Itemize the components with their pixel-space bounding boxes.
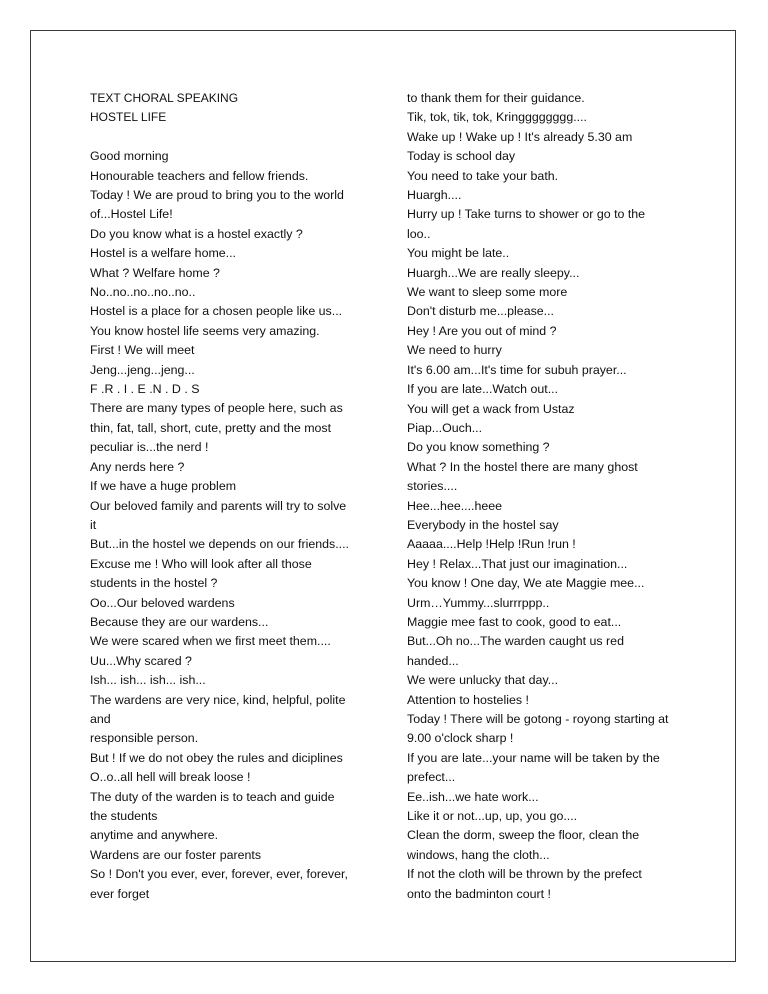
text-line: anytime and anywhere. <box>90 828 219 843</box>
text-line: We want to sleep some more <box>407 285 568 300</box>
text-line: Ee..ish...we hate work... <box>407 789 539 804</box>
text-line: Aaaaa....Help !Help !Run !run ! <box>407 537 576 552</box>
text-line: responsible person. <box>90 731 199 746</box>
text-line: If you are late...Watch out... <box>407 382 559 397</box>
text-line: There are many types of people here, such as <box>90 401 343 416</box>
text-line: If not the cloth will be thrown by the prefect <box>407 867 642 882</box>
text-line: You know hostel life seems very amazing. <box>90 323 320 338</box>
text-line: Don't disturb me...please... <box>407 304 554 319</box>
text-line: Any nerds here ? <box>90 459 185 474</box>
text-line: Today ! We are proud to bring you to the world <box>90 188 344 203</box>
text-line: Urm…Yummy...slurrrppp.. <box>407 595 550 610</box>
text-line: No..no..no..no..no.. <box>90 285 196 300</box>
text-line: Excuse me ! Who will look after all those <box>90 556 312 571</box>
text-line: Ish... ish... ish... ish... <box>90 673 206 688</box>
text-line: ever forget <box>90 886 150 901</box>
text-line: The wardens are very nice, kind, helpful, polite <box>90 692 346 707</box>
text-line: Hey ! Are you out of mind ? <box>407 323 557 338</box>
text-line: But ! If we do not obey the rules and diciplines <box>90 750 343 765</box>
text-line: handed... <box>407 653 459 668</box>
text-line: But...in the hostel we depends on our friends.... <box>90 537 349 552</box>
text-line: Hey ! Relax...That just our imagination... <box>407 556 628 571</box>
text-line: Clean the dorm, sweep the floor, clean the <box>407 828 640 843</box>
text-line: First ! We will meet <box>90 343 195 358</box>
left-text-column <box>90 89 380 904</box>
text-line: Wardens are our foster parents <box>90 847 262 862</box>
text-line: Today ! There will be gotong - royong starting at <box>407 712 669 726</box>
text-line: Like it or not...up, up, you go.... <box>407 809 578 824</box>
text-line: Today is school day <box>407 149 516 164</box>
text-line: F .R . I . E .N . D . S <box>90 382 200 397</box>
text-line: Hostel is a place for a chosen people like us... <box>90 304 343 319</box>
text-line: stories.... <box>407 479 458 494</box>
text-line: Our beloved family and parents will try to solve <box>90 498 347 513</box>
text-line: Honourable teachers and fellow friends. <box>90 168 309 183</box>
text-line: loo.. <box>407 226 431 241</box>
text-line: Everybody in the hostel say <box>407 517 559 532</box>
text-line: Do you know something ? <box>407 440 550 455</box>
text-line: We were scared when we first meet them.... <box>90 634 331 649</box>
text-line: Hurry up ! Take turns to shower or go to the <box>407 207 646 222</box>
text-line: and <box>90 711 111 726</box>
text-line: You might be late.. <box>407 246 510 261</box>
document-title: TEXT CHORAL SPEAKING <box>90 91 239 105</box>
text-line: O..o..all hell will break loose ! <box>90 770 251 785</box>
document-subtitle: HOSTEL LIFE <box>90 110 167 125</box>
text-line: You need to take your bath. <box>407 168 559 183</box>
text-line: Good morning <box>90 149 169 164</box>
text-line: Oo...Our beloved wardens <box>90 595 235 610</box>
text-line: The duty of the warden is to teach and guide <box>90 789 335 804</box>
text-line: of...Hostel Life! <box>90 207 173 222</box>
blank-line <box>90 128 380 147</box>
text-line: 9.00 o'clock sharp ! <box>407 731 514 746</box>
text-line: Because they are our wardens... <box>90 614 269 629</box>
text-line: Hostel is a welfare home... <box>90 246 236 261</box>
text-line: So ! Don't you ever, ever, forever, ever, forever, <box>90 867 348 882</box>
text-line: Do you know what is a hostel exactly ? <box>90 226 303 241</box>
text-line: prefect... <box>407 770 456 785</box>
right-text-column <box>407 89 707 904</box>
text-line: Hee...hee....heee <box>407 498 503 513</box>
text-line: onto the badminton court ! <box>407 886 551 901</box>
text-line: Piap...Ouch... <box>407 420 483 435</box>
text-line: Uu...Why scared ? <box>90 653 192 668</box>
text-line: students in the hostel ? <box>90 576 218 591</box>
text-line: Attention to hostelies ! <box>407 692 529 707</box>
text-line: Jeng...jeng...jeng... <box>90 362 195 377</box>
text-line: If you are late...your name will be taken by the <box>407 750 660 765</box>
text-line: Wake up ! Wake up ! It's already 5.30 am <box>407 129 633 144</box>
text-line: What ? In the hostel there are many ghost <box>407 459 638 474</box>
text-line: Maggie mee fast to cook, good to eat... <box>407 614 622 629</box>
text-line: Huargh...We are really sleepy... <box>407 265 580 280</box>
text-line: to thank them for their guidance. <box>407 91 585 105</box>
text-line: We were unlucky that day... <box>407 673 559 688</box>
text-line: windows, hang the cloth... <box>407 847 550 862</box>
text-line: peculiar is...the nerd ! <box>90 440 209 455</box>
text-line: You know ! One day, We ate Maggie mee... <box>407 576 645 591</box>
text-line: Huargh.... <box>407 188 462 203</box>
text-line: You will get a wack from Ustaz <box>407 401 575 416</box>
text-line: thin, fat, tall, short, cute, pretty and the most <box>90 420 332 435</box>
text-line: the students <box>90 809 158 824</box>
text-line: It's 6.00 am...It's time for subuh prayer... <box>407 362 627 377</box>
text-line: it <box>90 517 97 532</box>
text-line: What ? Welfare home ? <box>90 265 220 280</box>
text-line: But...Oh no...The warden caught us red <box>407 634 624 649</box>
text-line: Tik, tok, tik, tok, Kringggggggg.... <box>407 110 587 125</box>
text-line: If we have a huge problem <box>90 479 237 494</box>
text-line: We need to hurry <box>407 343 502 358</box>
